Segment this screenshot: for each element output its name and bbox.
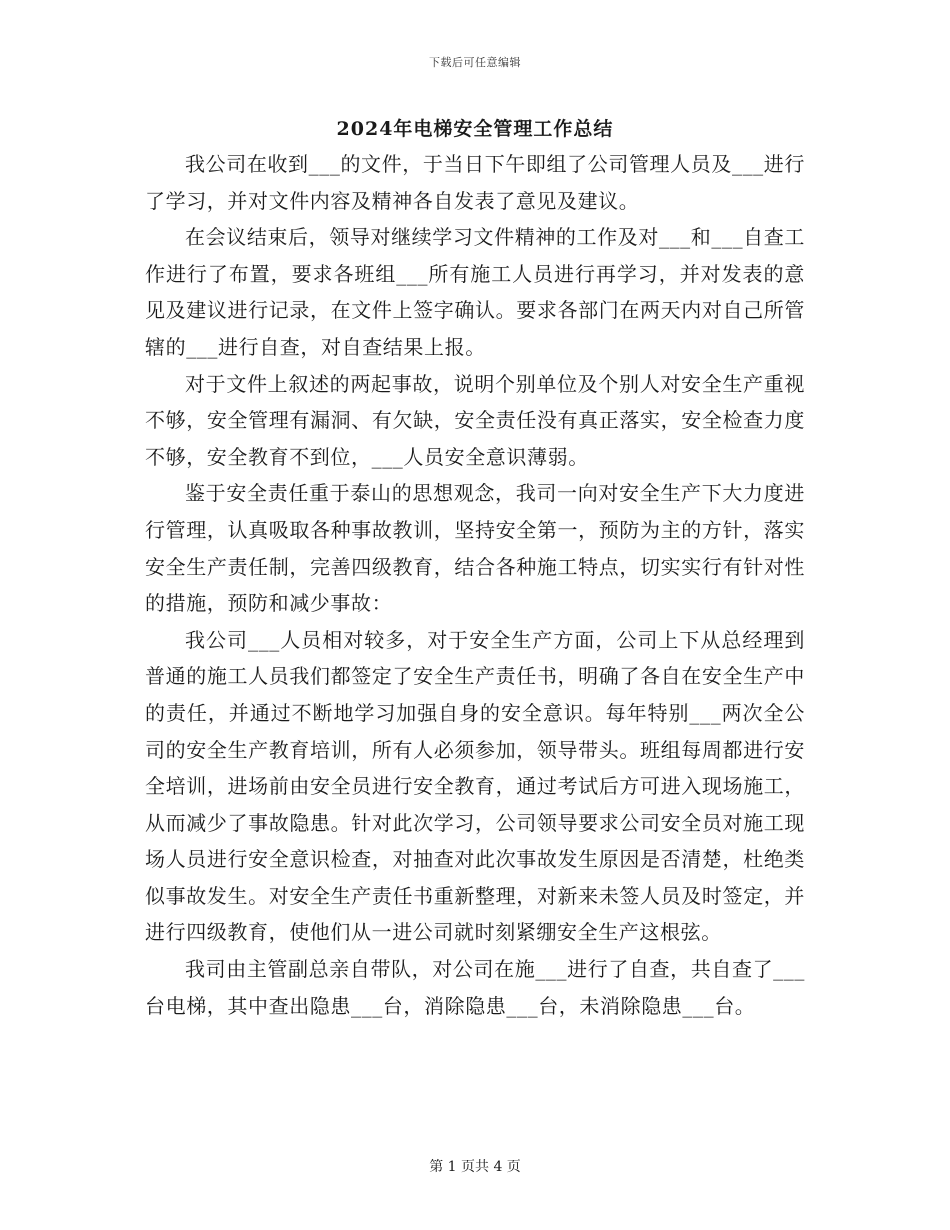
page-number: 第 1 页共 4 页	[429, 1159, 521, 1175]
paragraph-2: 在会议结束后，领导对继续学习文件精神的工作及对___和___自查工作进行了布置，要求各班组___所有施工人员进行再学习，并对发表的意见及建议进行记录，在文件上签字确认。要求各部门在两天内对自己所管辖的___进行自查，对自查结果上报。	[145, 225, 805, 359]
document-body	[145, 146, 805, 1024]
paragraph-6: 我司由主管副总亲自带队，对公司在施___进行了自查，共自查了___台电梯，其中查出隐患___台，消除隐患___台，未消除隐患___台。	[145, 957, 805, 1018]
paragraph-5: 我公司___人员相对较多，对于安全生产方面，公司上下从总经理到普通的施工人员我们都签定了安全生产责任书，明确了各自在安全生产中的责任，并通过不断地学习加强自身的安全意识。每年特别___两次全公司的安全生产教育培训，所有人必须参加，领导带头。班组每周都进行安全培训，进场前由安全员进行安全教育，通过考试后方可进入现场施工，从而减少了事故隐患。针对此次学习，公司领导要求公司安全员对施工现场人员进行安全意识检查，对抽查对此次事故发生原因是否清楚，杜绝类似事故发生。对安全生产责任书重新整理，对新来未签人员及时签定，并进行四级教育，使他们从一进公司就时刻紧绷安全生产这根弦。	[145, 627, 805, 945]
header-note: 下载后可任意编辑	[429, 56, 521, 69]
paragraph-4: 鉴于安全责任重于泰山的思想观念，我司一向对安全生产下大力度进行管理，认真吸取各种事故教训，坚持安全第一，预防为主的方针，落实安全生产责任制，完善四级教育，结合各种施工特点，切实实行有针对性的措施，预防和减少事故：	[145, 481, 805, 616]
paragraph-3: 对于文件上叙述的两起事故，说明个别单位及个别人对安全生产重视不够，安全管理有漏洞、有欠缺，安全责任没有真正落实，安全检查力度不够，安全教育不到位，___人员安全意识薄弱。	[145, 371, 805, 469]
paragraph-1: 我公司在收到___的文件，于当日下午即组了公司管理人员及___进行了学习，并对文件内容及精神各自发表了意见及建议。	[145, 152, 805, 213]
document-title: 2024年电梯安全管理工作总结	[336, 118, 614, 140]
